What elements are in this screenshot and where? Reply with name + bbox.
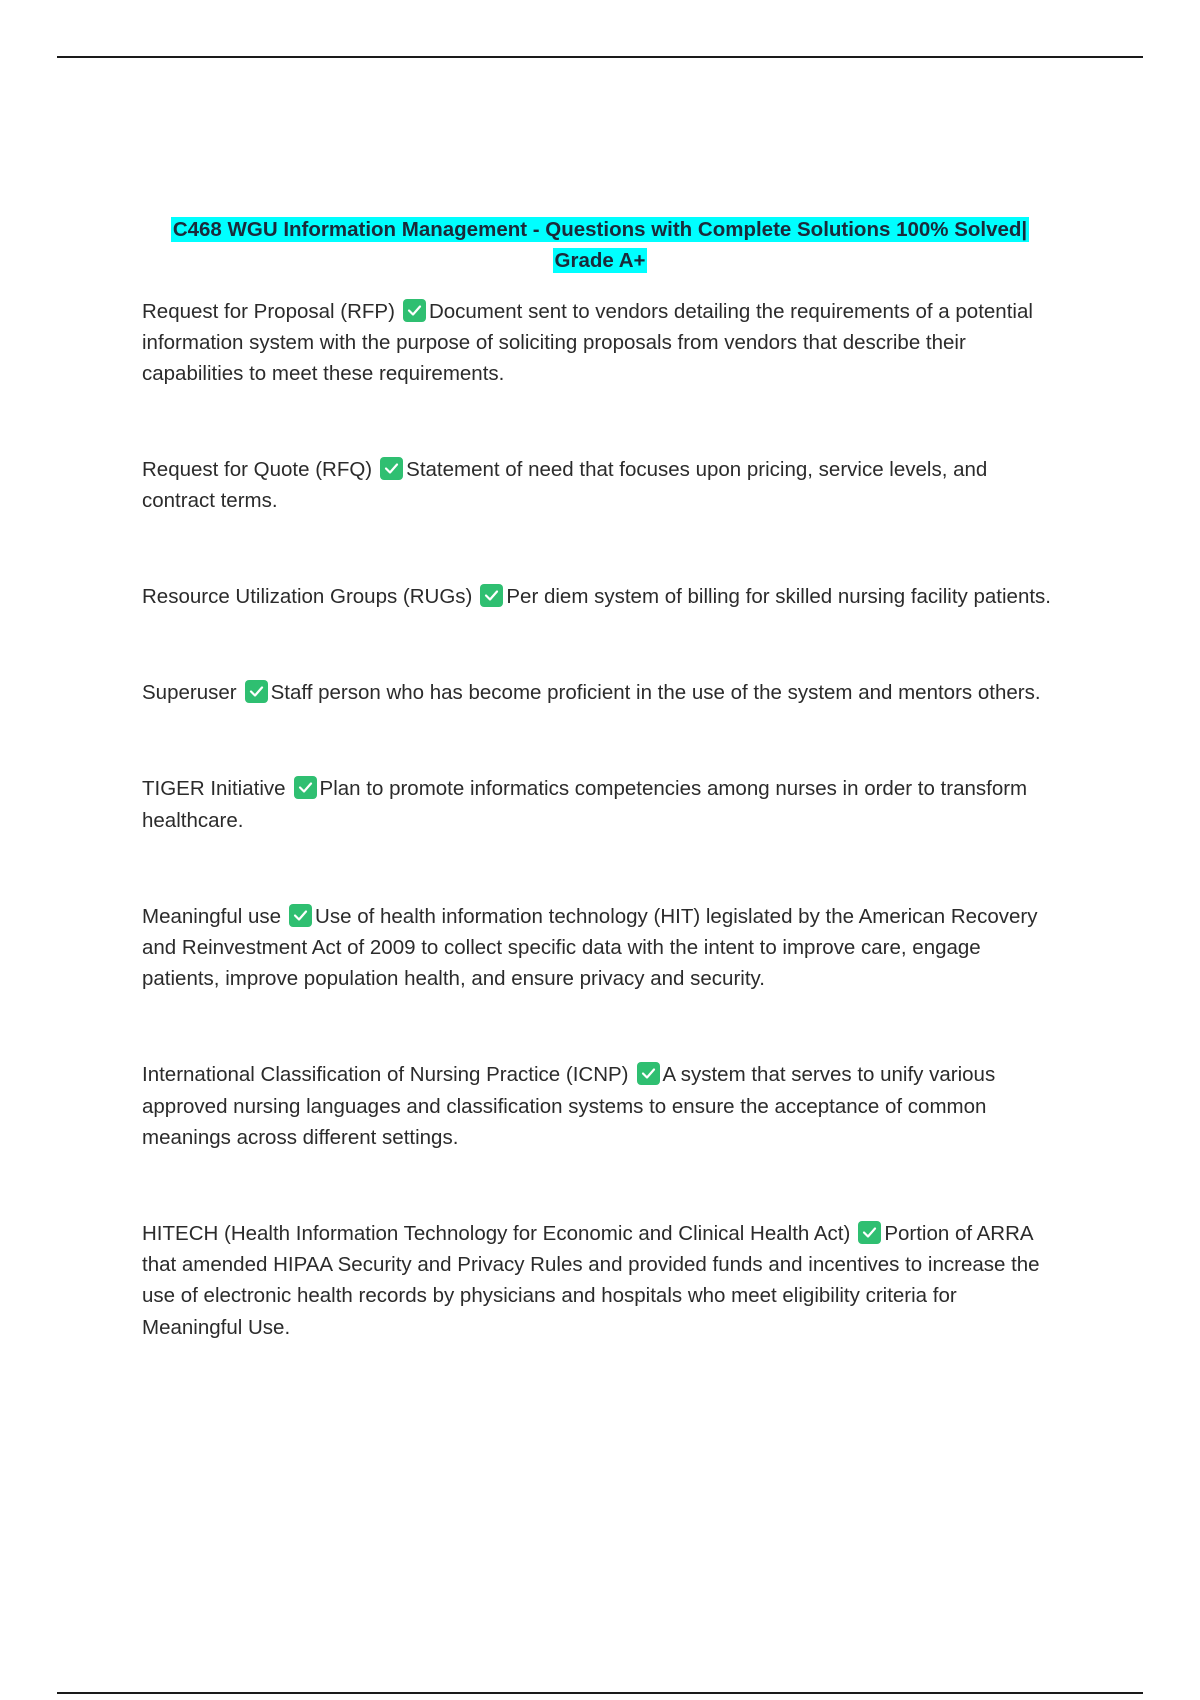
entry-definition: Staff person who has become proficient in the use of the system and mentors others.: [270, 681, 1041, 705]
entry-definition: Plan to promote informatics competencies among nurses in order to transform healthcare.: [142, 777, 1028, 832]
entry-term: International Classification of Nursing Practice (ICNP): [142, 1063, 629, 1087]
check-mark-icon: [294, 776, 317, 799]
qa-entry-tiger: [142, 773, 1062, 835]
check-mark-icon: [289, 904, 312, 927]
document-title: [142, 214, 1058, 276]
entry-term: TIGER Initiative: [142, 777, 286, 801]
check-mark-icon: [245, 680, 268, 703]
document-title-text: C468 WGU Information Management - Questions with Complete Solutions 100% Solved| Grade A+: [172, 218, 1028, 272]
qa-entry-meaningful-use: [142, 901, 1062, 995]
entry-term: Request for Proposal (RFP): [142, 300, 395, 323]
entry-definition: Portion of ARRA that amended HIPAA Security and Privacy Rules and provided funds and incentives to increase the use of electronic health records by physicians and hospitals who meet eligibility criteria for Meaningful Use.: [142, 1222, 1040, 1339]
entry-definition: A system that serves to unify various approved nursing languages and classification systems to ensure the acceptance of common meanings across different settings.: [142, 1063, 996, 1149]
top-rule: [57, 56, 1143, 58]
qa-entry-superuser: [142, 677, 1062, 708]
entry-term: Resource Utilization Groups (RUGs): [142, 585, 473, 609]
entry-definition: Use of health information technology (HIT) legislated by the American Recovery and Reinvestment Act of 2009 to collect specific data with the intent to improve care, engage patients, improve population health, and ensure privacy and security.: [142, 904, 1038, 991]
entry-term: Superuser: [142, 681, 237, 705]
qa-list: [142, 296, 1062, 1343]
entry-term: Meaningful use: [142, 904, 282, 928]
qa-entry-hitech: [142, 1218, 1062, 1343]
qa-entry-rugs: [142, 581, 1062, 612]
entry-definition: Document sent to vendors detailing the requirements of a potential information system with the purpose of soliciting proposals from vendors that describe their capabilities to meet these requirements.: [142, 300, 1033, 386]
bottom-rule: [57, 1692, 1143, 1694]
check-mark-icon: [858, 1221, 881, 1244]
qa-entry-rfq: [142, 454, 1062, 516]
entry-definition: Per diem system of billing for skilled nursing facility patients.: [506, 585, 1051, 609]
check-mark-icon: [480, 584, 503, 607]
check-mark-icon: [637, 1062, 660, 1085]
check-mark-icon: [380, 457, 403, 480]
entry-term: Request for Quote (RFQ): [142, 457, 373, 481]
qa-entry-icnp: [142, 1059, 1062, 1153]
qa-entry-rfp: [142, 296, 1062, 390]
check-mark-icon: [403, 299, 426, 322]
entry-definition: Statement of need that focuses upon pricing, service levels, and contract terms.: [142, 457, 988, 512]
entry-term: HITECH (Health Information Technology for Economic and Clinical Health Act): [142, 1222, 851, 1246]
